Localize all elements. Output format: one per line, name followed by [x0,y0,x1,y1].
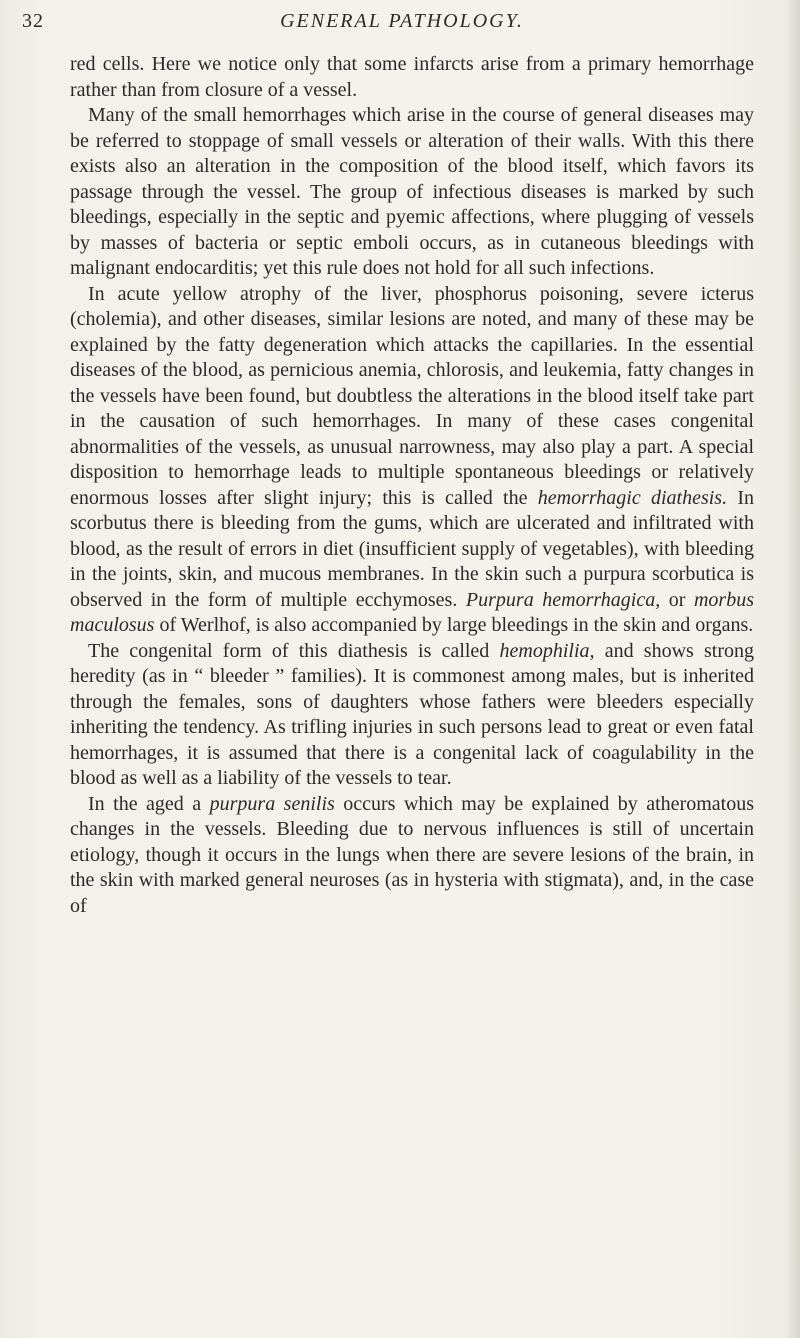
page-header [22,10,782,44]
page-number: 32 [22,10,44,32]
text-run: In acute yellow atrophy of the liver, phosphorus poisoning, severe icterus (cholemia), and other diseases, similar lesions are noted, and many of these may be explained by the fatty degeneration which attacks the capillaries. In the essential diseases of the blood, as pernicious anemia, chlorosis, and leukemia, fatty changes in the vessels have been found, but doubtless the alterations in the blood itself take part in the causation of such hemorrhages. In many of these cases congenital abnormalities of the vessels, as unusual narrowness, may also play a part. A special disposition to hemorrhage leads to multiple spontaneous bleedings or relatively enormous losses after slight injury; this is called the [70,282,754,509]
text-run: or [660,588,694,611]
italic-term: morbus maculosus [70,588,754,636]
text-run: Many of the small hemorrhages which arise in the course of general diseases may be referred to stoppage of small vessels or alteration of their walls. With this there exists also an alteration in the composition of the blood itself, which favors its passage through the vessel. The group of infectious diseases is marked by such bleedings, especially in the septic and pyemic affections, where plugging of vessels by masses of bacteria or septic emboli occurs, as in cutaneous bleedings with malignant endocarditis; yet this rule does not hold for all such infections. [70,104,754,279]
text-run: of Werlhof, is also accompanied by large bleedings in the skin and organs. [154,614,754,636]
italic-term: Purpura hemorrhagica, [465,588,661,611]
text-run: In the aged a [88,792,210,815]
text-run: occurs which may be explained by atheromatous changes in the vessels. Bleeding due to nervous influences is still of uncertain etiology, though it occurs in the lungs when there are severe lesions of the brain, in the skin with marked general neuroses (as in hysteria with stigmata), and, in the case of [70,792,754,917]
text-run: red cells. Here we notice only that some infarcts arise from a primary hemorrhage rather than from closure of a vessel. [70,53,754,101]
page-edge-shadow [786,0,800,1338]
text-run: The congenital form of this diathesis is called [88,639,500,662]
paragraph [70,103,754,282]
body-text [70,52,754,919]
paragraph [70,792,754,920]
italic-term: purpura senilis [209,792,335,815]
paragraph [70,52,754,103]
italic-term: hemorrhagic diathesis. [537,486,728,509]
text-run: and shows strong heredity (as in “ bleeder ” families). It is commonest among males, but is inherited through the females, sons of daughters whose fathers were bleeders especially inheriting the tendency. As trifling injuries in such persons lead to great or even fatal hemorrhages, it is assumed that there is a congenital lack of coagulability in the blood as well as a liability of the vessels to tear. [70,639,755,789]
italic-term: hemophilia, [499,639,595,662]
paragraph [70,639,754,792]
paragraph [70,282,754,639]
running-head: GENERAL PATHOLOGY. [280,10,524,32]
text-run: In scorbutus there is bleeding from the gums, which are ulcerated and infiltrated with blood, as the result of errors in diet (insufficient supply of vegetables), with bleeding in the joints, skin, and mucous membranes. In the skin such a purpura scorbutica is observed in the form of multiple ecchymoses. [70,486,754,611]
